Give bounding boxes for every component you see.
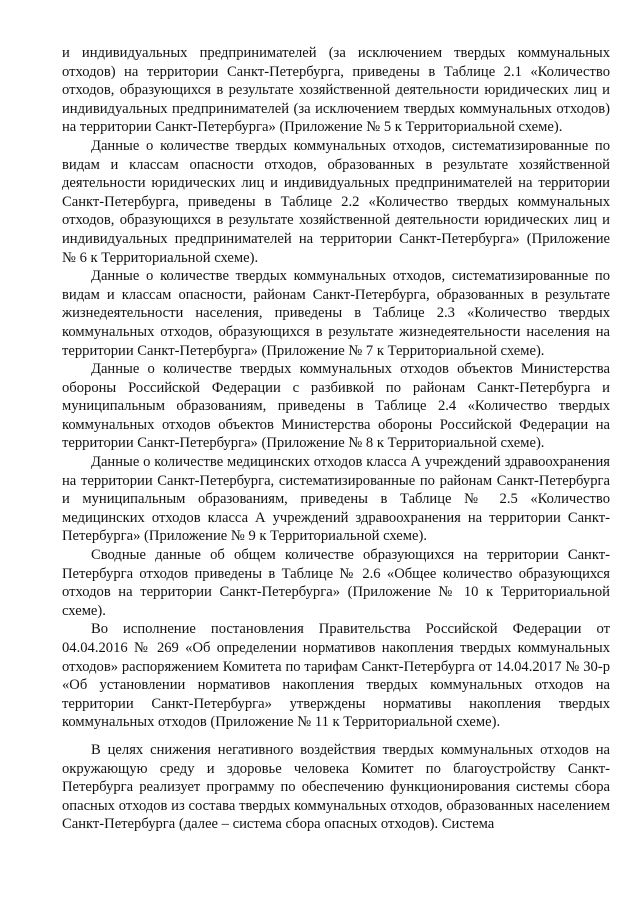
paragraph-7: Во исполнение постановления Правительства Российской Федерации от 04.04.2016 № 269 «Об определении нормативов накопления твердых коммунальных отходов» распоряжением Комитета по тарифам Санкт-Петербурга от 14.04.2017 № 30-р «Об установлении нормативов накопления твердых коммунальных отходов на территории Санкт-Петербурга» утверждены нормативы накопления твердых коммунальных отходов (Приложение № 11 к Территориальной схеме). [62,621,610,731]
paragraph-5: Данные о количестве медицинских отходов класса А учреждений здравоохранения на территории Санкт-Петербурга, систематизированные по районам Санкт-Петербурга и муниципальным образованиям, приведены в Таблице № 2.5 «Количество медицинских отходов класса А учреждений здравоохранения на территории Санкт-Петербурга» (Приложение № 9 к Территориальной схеме). [62,454,610,545]
paragraph-8: В целях снижения негативного воздействия твердых коммунальных отходов на окружающую среду и здоровье человека Комитет по благоустройству Санкт-Петербурга реализует программу по обеспечению функционирования системы сбора опасных отходов из состава твердых коммунальных отходов, образованных населением Санкт-Петербурга (далее – система сбора опасных отходов). Система [62,741,610,833]
paragraph-4: Данные о количестве твердых коммунальных отходов объектов Министерства обороны Российской Федерации с разбивкой по районам Санкт-Петербурга и муниципальным образованиям, приведены в Таблице 2.4 «Количество твердых коммунальных отходов объектов Министерства обороны Российской Федерации на территории Санкт-Петербурга» (Приложение № 8 к Территориальной схеме). [62,361,610,452]
document-page [62,44,610,834]
paragraph-2: Данные о количестве твердых коммунальных отходов, систематизированные по видам и классам опасности отходов, образованных в результате хозяйственной деятельности юридических лиц и индивидуальных предпринимателей на территории Санкт-Петербурга, приведены в Таблице 2.2 «Количество твердых коммунальных отходов, образующихся в результате хозяйственной деятельности юридических лиц и индивидуальных предпринимателей на территории Санкт-Петербурга» (Приложение № 6 к Территориальной схеме). [62,137,610,266]
paragraph-1: и индивидуальных предпринимателей (за исключением твердых коммунальных отходов) на территории Санкт-Петербурга, приведены в Таблице 2.1 «Количество отходов, образующихся в результате хозяйственной деятельности юридических лиц и индивидуальных предпринимателей (за исключением твердых коммунальных отходов) на территории Санкт-Петербурга» (Приложение № 5 к Территориальной схеме). [62,45,610,136]
paragraph-6: Сводные данные об общем количестве образующихся на территории Санкт-Петербурга отходов приведены в Таблице № 2.6 «Общее количество образующихся отходов на территории Санкт-Петербурга» (Приложение № 10 к Территориальной схеме). [62,547,610,619]
paragraph-3: Данные о количестве твердых коммунальных отходов, систематизированные по видам и классам опасности, районам Санкт-Петербурга, образованных в результате жизнедеятельности населения, приведены в Таблице 2.3 «Количество твердых коммунальных отходов, образующихся в результате жизнедеятельности населения на территории Санкт-Петербурга» (Приложение № 7 к Территориальной схеме). [62,268,610,359]
